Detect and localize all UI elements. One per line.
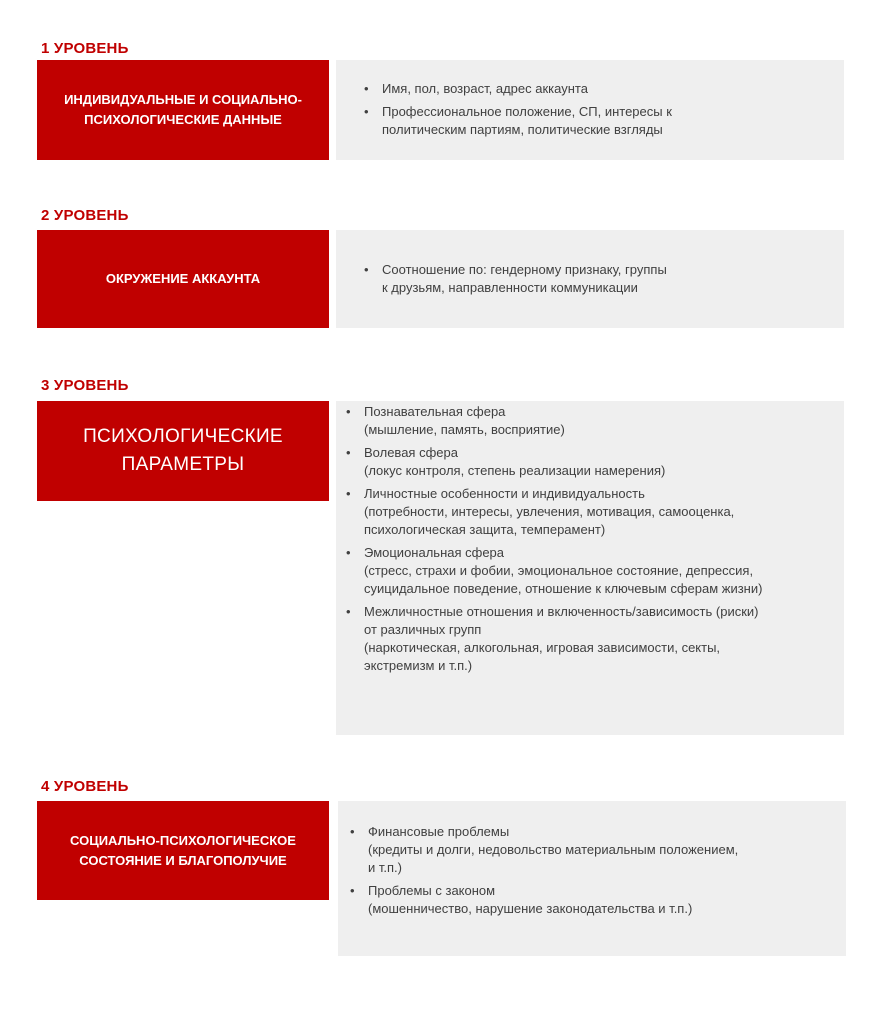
level-4-title: 4 УРОВЕНЬ xyxy=(41,778,129,795)
level-3-label: ПСИХОЛОГИЧЕСКИЕ ПАРАМЕТРЫ xyxy=(83,426,283,475)
list-item-text: Личностные особенности и индивидуальность xyxy=(364,486,645,501)
bullet-dot-icon: • xyxy=(346,604,351,619)
level-4-label-box xyxy=(37,801,329,900)
level-3-details-panel xyxy=(336,401,844,735)
list-item-text: Межличностные отношения и включенность/зависимость (риски) от различных групп xyxy=(364,604,759,637)
bullet-dot-icon: • xyxy=(346,486,351,501)
list-item-subtext: (мошенничество, нарушение законодательства и т.п.) xyxy=(368,901,693,916)
list-item-subtext: (локус контроля, степень реализации намерения) xyxy=(364,463,666,478)
level-3-details-list xyxy=(346,403,830,675)
list-item xyxy=(364,103,712,139)
level-2-label: ОКРУЖЕНИЕ АККАУНТА xyxy=(105,271,261,286)
list-item xyxy=(350,882,832,918)
list-item xyxy=(364,80,824,98)
bullet-dot-icon: • xyxy=(350,883,355,898)
list-item-text: Познавательная сфера xyxy=(364,404,506,419)
bullet-dot-icon: • xyxy=(364,104,369,119)
list-item-text: Финансовые проблемы xyxy=(368,824,510,839)
level-1-details-panel xyxy=(336,60,844,160)
level-4-details-panel xyxy=(338,801,846,956)
level-4-label: СОЦИАЛЬНО-ПСИХОЛОГИЧЕСКОЕ СОСТОЯНИЕ И БЛАГОПОЛУЧИЕ xyxy=(70,832,296,868)
bullet-dot-icon: • xyxy=(346,445,351,460)
bullet-dot-icon: • xyxy=(364,81,369,96)
bullet-dot-icon: • xyxy=(364,262,369,277)
level-2-details-panel xyxy=(336,230,844,328)
list-item xyxy=(364,261,824,297)
level-2-title: 2 УРОВЕНЬ xyxy=(41,207,129,224)
level-3-title: 3 УРОВЕНЬ xyxy=(41,377,129,394)
level-1-details-list xyxy=(364,80,824,139)
list-item xyxy=(346,403,830,439)
list-item-text: Профессиональное положение, СП, интересы к политическим партиям, политические взгляды xyxy=(382,104,672,137)
bullet-dot-icon: • xyxy=(346,545,351,560)
bullet-dot-icon: • xyxy=(350,824,355,839)
level-1-label: ИНДИВИДУАЛЬНЫЕ И СОЦИАЛЬНО- ПСИХОЛОГИЧЕСКИЕ ДАННЫЕ xyxy=(64,92,302,127)
list-item-text: Волевая сфера xyxy=(364,445,458,460)
level-1-title: 1 УРОВЕНЬ xyxy=(41,40,129,57)
list-item-text: Имя, пол, возраст, адрес аккаунта xyxy=(382,81,588,96)
list-item-subtext: (мышление, память, восприятие) xyxy=(364,422,565,437)
level-2-label-box xyxy=(37,230,329,328)
list-item xyxy=(350,823,832,877)
level-3-label-box xyxy=(37,401,329,501)
list-item xyxy=(346,603,830,675)
list-item-subtext: (стресс, страхи и фобии, эмоциональное состояние, депрессия, суицидальное поведение, отношение к ключевым сферам жизни) xyxy=(364,563,763,596)
list-item xyxy=(346,444,830,480)
list-item-text: Соотношение по: гендерному признаку, группы к друзьям, направленности коммуникации xyxy=(382,262,667,295)
list-item-text: Эмоциональная сфера xyxy=(364,545,505,560)
level-1-label-box xyxy=(37,60,329,160)
level-4-details-list xyxy=(350,823,832,918)
list-item-subtext: (кредиты и долги, недовольство материальным положением, и т.п.) xyxy=(368,842,739,875)
list-item-subtext: (потребности, интересы, увлечения, мотивация, самооценка, психологическая защита, темперамент) xyxy=(364,504,735,537)
list-item xyxy=(346,544,830,598)
level-2-details-list xyxy=(364,261,824,297)
list-item-subtext: (наркотическая, алкогольная, игровая зависимости, секты, экстремизм и т.п.) xyxy=(364,640,721,673)
bullet-dot-icon: • xyxy=(346,404,351,419)
list-item-text: Проблемы с законом xyxy=(368,883,496,898)
list-item xyxy=(346,485,830,539)
